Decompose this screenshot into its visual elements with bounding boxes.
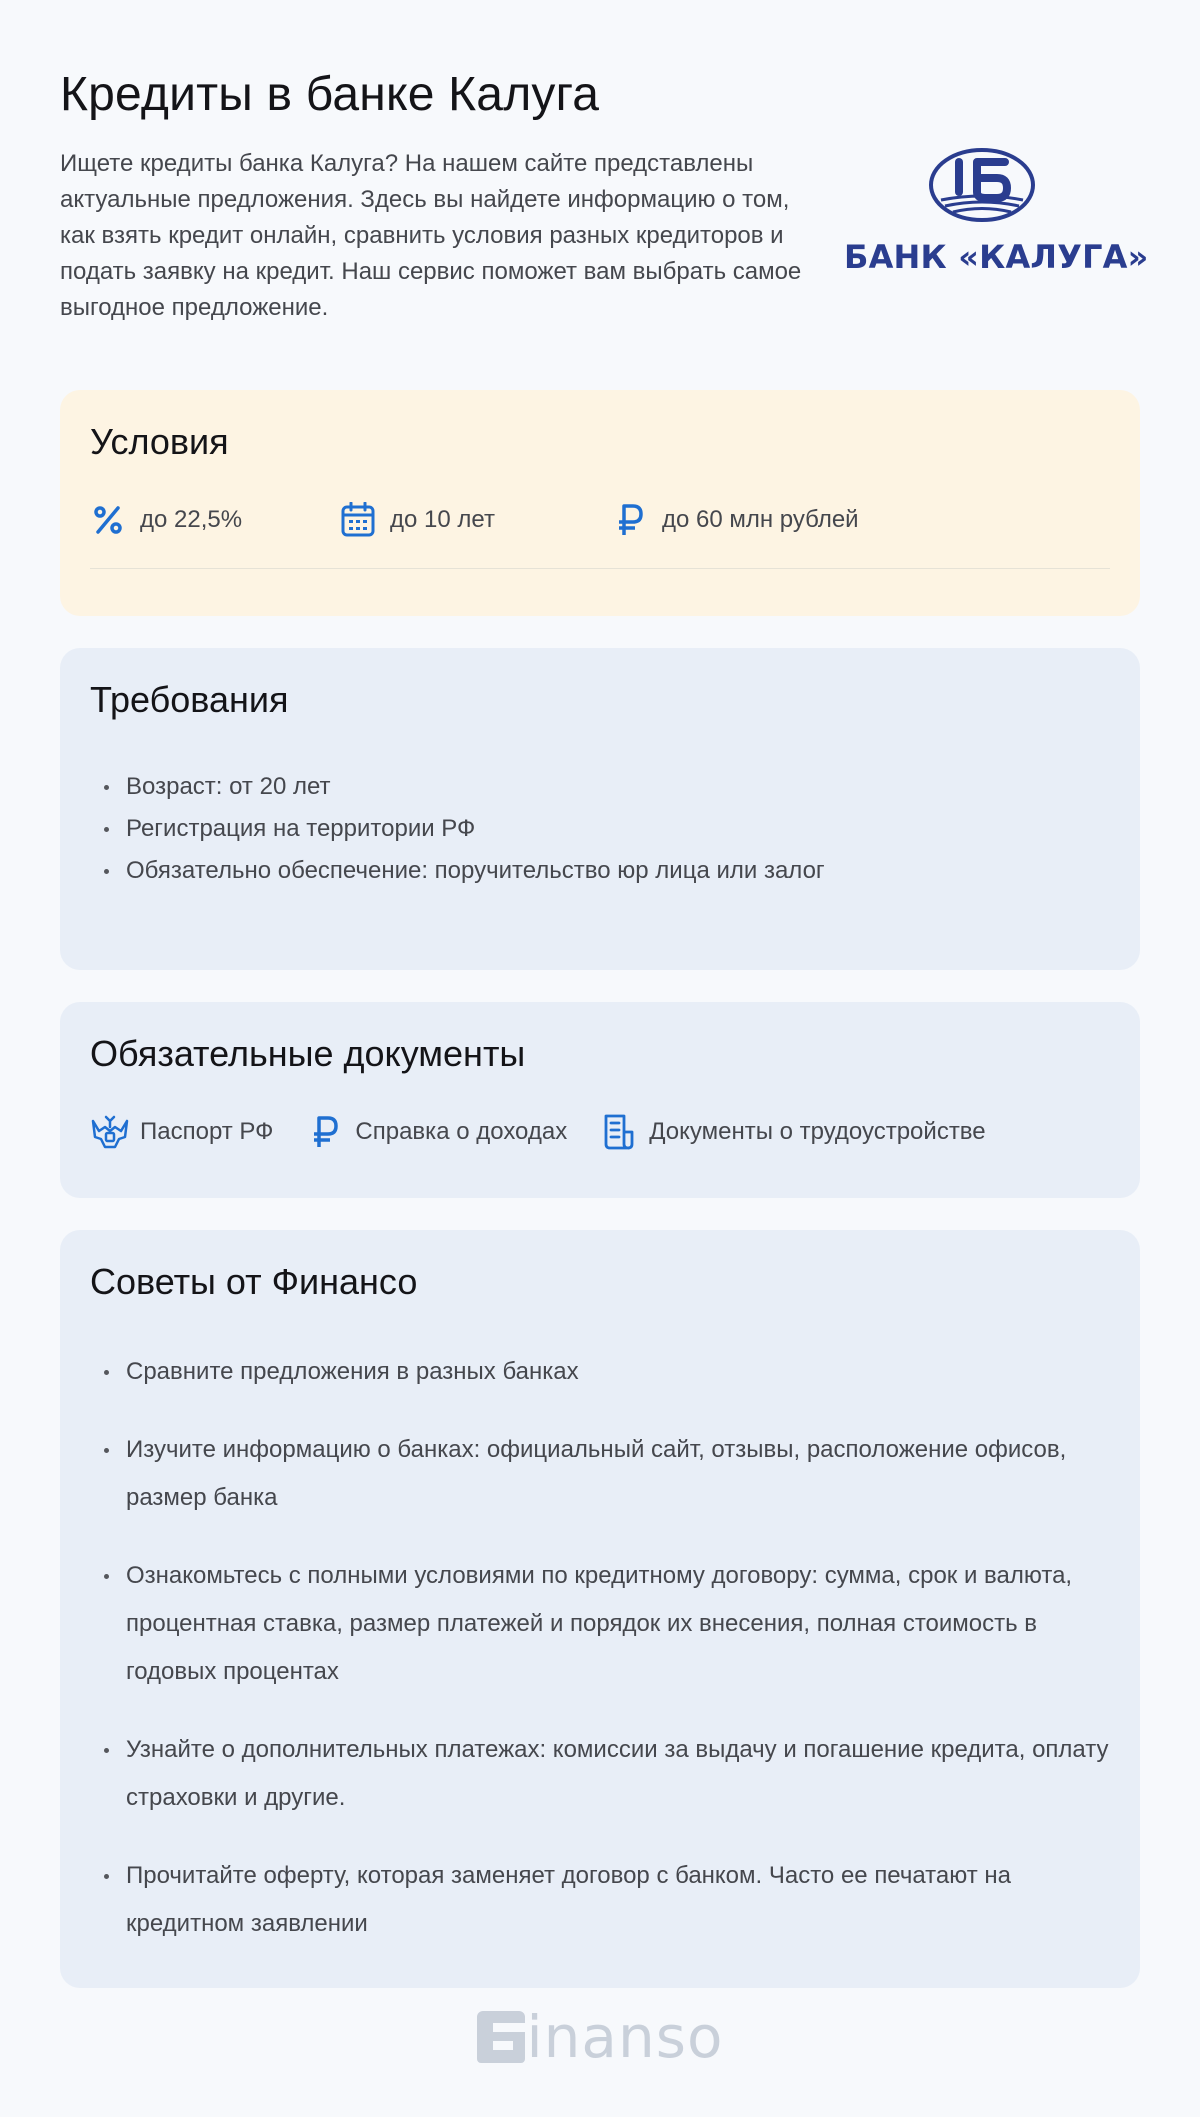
list-item: Обязательно обеспечение: поручительство юр лица или залог xyxy=(90,850,830,892)
conditions-title: Условия xyxy=(90,421,229,462)
bank-emblem-icon xyxy=(929,148,1035,222)
documents-card xyxy=(60,1002,1140,1198)
documents-list xyxy=(90,1112,1110,1152)
list-item: Сравните предложения в разных банках xyxy=(90,1348,1110,1396)
list-item: Возраст: от 20 лет xyxy=(90,766,830,808)
percent-icon xyxy=(90,502,126,538)
ruble-icon xyxy=(305,1112,345,1152)
condition-amount xyxy=(612,502,859,538)
tips-title: Советы от Финансо xyxy=(90,1261,418,1302)
finanso-logo xyxy=(0,2003,1200,2071)
hero-section xyxy=(60,0,1149,390)
intro-text: Ищете кредиты банка Калуга? На нашем сайте представлены актуальные предложения. Здесь вы найдете информацию о том, как взять кредит онлайн, сравнить условия разных кредиторов и подать заявку на кредит. Наш сервис поможет вам выбрать самое выгодное предложение. xyxy=(60,150,802,321)
list-item: Прочитайте оферту, которая заменяет договор с банком. Часто ее печатают на кредитном заявлении xyxy=(90,1852,1110,1948)
page-title: Кредиты в банке Калуга xyxy=(60,68,600,121)
document-label: Паспорт РФ xyxy=(140,1118,274,1145)
list-item: Регистрация на территории РФ xyxy=(90,808,830,850)
document-icon xyxy=(599,1112,639,1152)
ruble-icon xyxy=(612,502,648,538)
condition-rate xyxy=(90,502,340,538)
bank-logo xyxy=(844,148,1149,276)
conditions-card xyxy=(60,390,1140,616)
divider xyxy=(90,568,1110,569)
documents-title: Обязательные документы xyxy=(90,1033,526,1074)
condition-term xyxy=(340,502,612,538)
finanso-wordmark-text: inanso xyxy=(526,2003,724,2071)
requirements-title: Требования xyxy=(90,679,289,720)
requirements-card xyxy=(60,648,1140,970)
condition-label: до 22,5% xyxy=(140,506,243,533)
document-label: Справка о доходах xyxy=(355,1118,568,1145)
list-item: Изучите информацию о банках: официальный сайт, отзывы, расположение офисов, размер банка xyxy=(90,1426,1110,1522)
condition-label: до 60 млн рублей xyxy=(662,506,859,533)
calendar-icon xyxy=(340,502,376,538)
finanso-wordmark xyxy=(477,2003,724,2071)
passport-eagle-icon xyxy=(90,1112,130,1152)
bank-logo-wordmark: БАНК «КАЛУГА» xyxy=(844,238,1149,276)
tips-card xyxy=(60,1230,1140,1988)
requirements-list xyxy=(90,766,1110,892)
document-label: Документы о трудоустройстве xyxy=(649,1118,986,1145)
list-item: Узнайте о дополнительных платежах: комиссии за выдачу и погашение кредита, оплату страховки и другие. xyxy=(90,1726,1110,1822)
tips-list xyxy=(90,1348,1110,1948)
document-passport xyxy=(90,1112,273,1152)
document-income xyxy=(305,1112,567,1152)
list-item: Ознакомьтесь с полными условиями по кредитному договору: сумма, срок и валюта, процентная ставка, размер платежей и порядок их внесения, полная стоимость в годовых процентах xyxy=(90,1552,1110,1696)
document-employment xyxy=(599,1112,985,1152)
conditions-list xyxy=(90,500,1110,540)
condition-label: до 10 лет xyxy=(390,506,495,533)
finanso-f-icon xyxy=(477,2011,525,2063)
